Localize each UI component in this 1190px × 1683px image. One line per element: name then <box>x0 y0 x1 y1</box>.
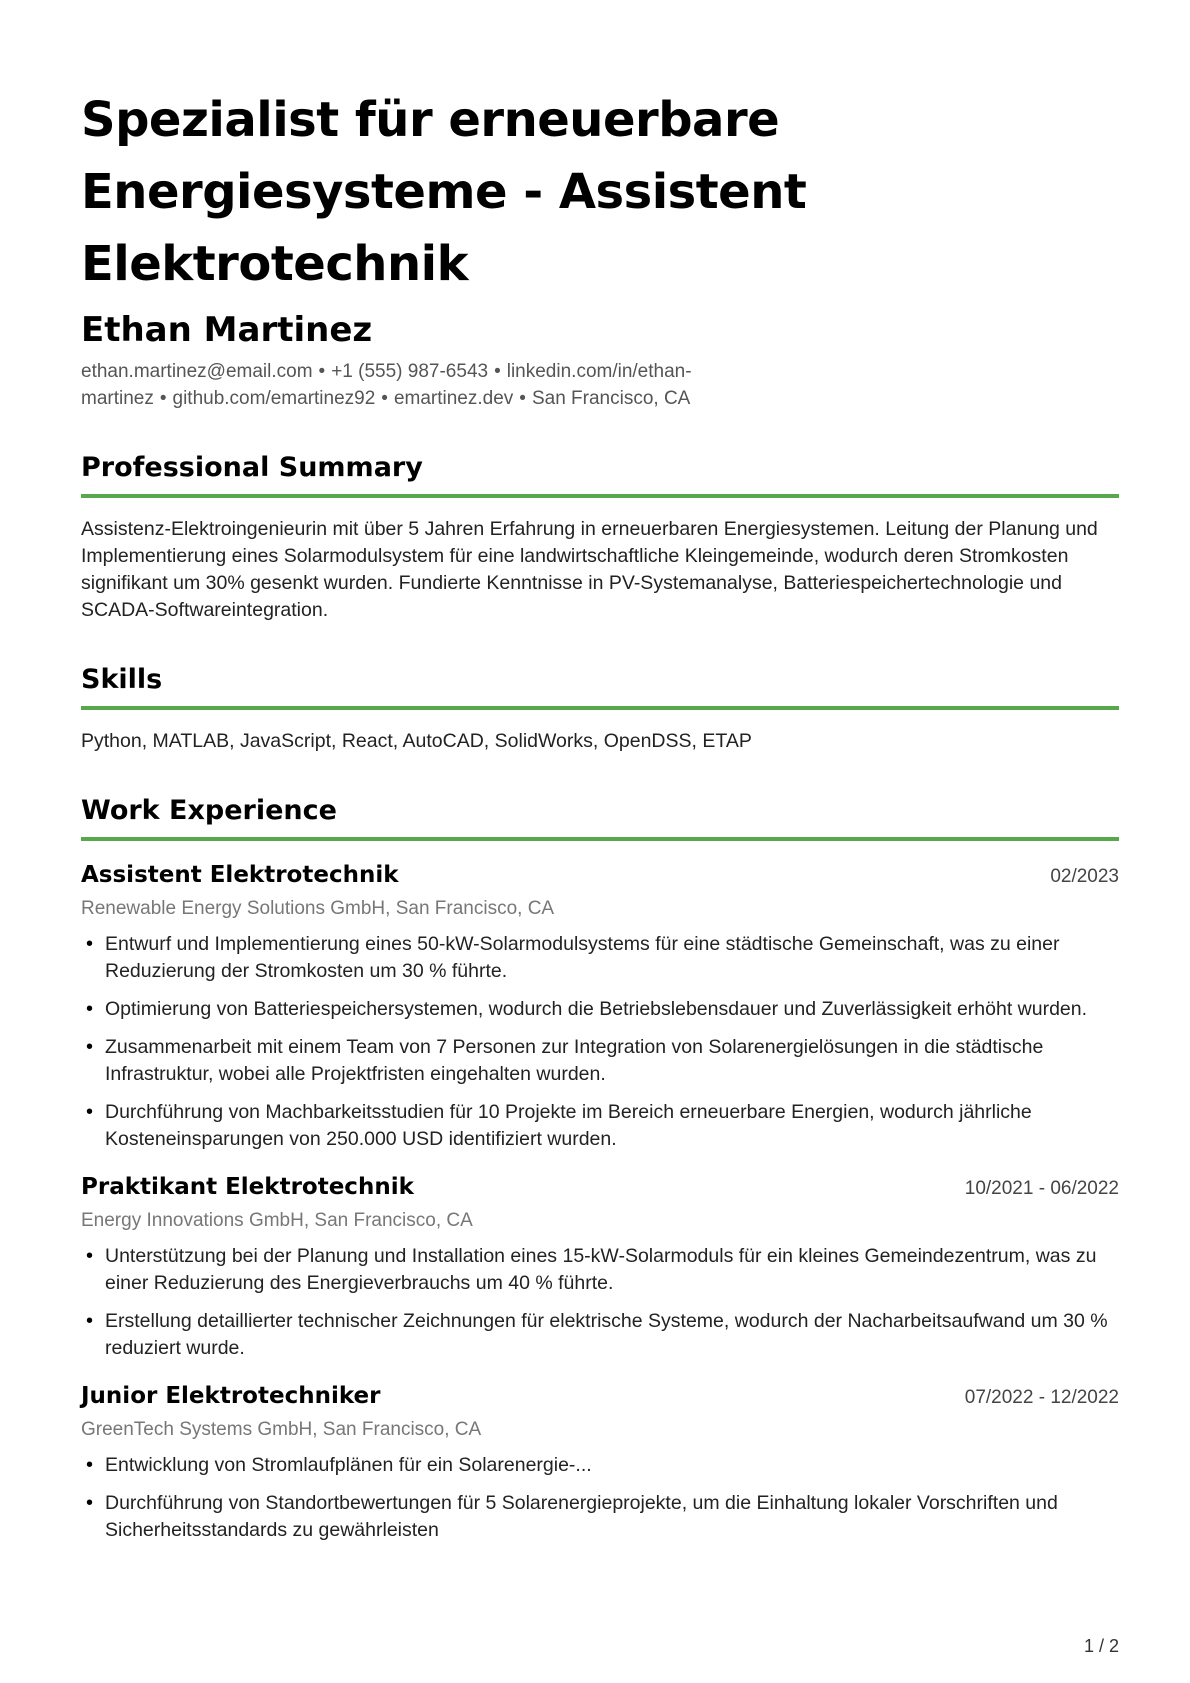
candidate-name: Ethan Martinez <box>81 310 373 350</box>
contact-github[interactable]: github.com/emartinez92 <box>172 388 376 409</box>
job-header <box>81 1380 1119 1412</box>
contact-separator: • <box>381 388 388 409</box>
skills-heading: Skills <box>81 662 1119 710</box>
contact-separator: • <box>159 388 167 409</box>
bullet-item: • Entwicklung von Stromlaufplänen für ein Solarenergie-... <box>81 1452 1119 1479</box>
contact-location: San Francisco, CA <box>531 388 691 409</box>
bullet-item: • Optimierung von Batteriespeichersystemen, wodurch die Betriebslebensdauer und Zuverlässigkeit erhöht wurden. <box>81 996 1119 1023</box>
job-company: Renewable Energy Solutions GmbH, San Francisco, CA <box>81 898 555 919</box>
summary-text: Assistenz-Elektroingenieurin mit über 5 Jahren Erfahrung in erneuerbaren Energiesystemen. Leitung der Planung und Implementierung eines Solarmodulsystem für eine landwirtschaftliche Kleingemeinde, wodurch deren Stromkosten signifikant um 30% gesenkt wurden. Fundierte Kenntnisse in PV-Systemanalyse, Batteriespeichertechnologie und SCADA-Softwareintegration. <box>81 518 1098 621</box>
page-title: Spezialist für erneuerbare Energiesysteme - Assistent Elektrotechnik <box>81 92 807 292</box>
bullet-item: • Durchführung von Standortbewertungen für 5 Solarenergieprojekte, um die Einhaltung lokaler Vorschriften und Sicherheitsstandards zu gewährleisten <box>81 1490 1119 1544</box>
resume-page <box>81 84 1119 1555</box>
skills-text: Python, MATLAB, JavaScript, React, AutoCAD, SolidWorks, OpenDSS, ETAP <box>81 730 752 752</box>
summary-section <box>81 450 1119 624</box>
contact-separator: • <box>494 361 501 382</box>
contact-phone[interactable]: +1 (555) 987-6543 <box>331 361 489 382</box>
job-entry <box>81 859 1119 1153</box>
bullet-item: • Unterstützung bei der Planung und Installation eines 15-kW-Solarmoduls für ein kleines Gemeindezentrum, was zu einer Reduzierung des Energieverbrauchs um 40 % führte. <box>81 1243 1119 1297</box>
job-header <box>81 1171 1119 1203</box>
job-bullets <box>81 931 1119 1153</box>
skills-section <box>81 662 1119 755</box>
contact-website[interactable]: emartinez.dev <box>393 388 514 409</box>
job-entry <box>81 1380 1119 1544</box>
contact-separator: • <box>318 361 326 382</box>
job-entry <box>81 1171 1119 1362</box>
experience-section <box>81 793 1119 1544</box>
job-title: Junior Elektrotechniker <box>81 1383 381 1409</box>
job-date: 02/2023 <box>1050 866 1119 887</box>
bullet-item: • Erstellung detaillierter technischer Zeichnungen für elektrische Systeme, wodurch der Nacharbeitsaufwand um 30 % reduziert wurde. <box>81 1308 1119 1362</box>
summary-heading: Professional Summary <box>81 450 1119 498</box>
bullet-item: • Durchführung von Machbarkeitsstudien für 10 Projekte im Bereich erneuerbare Energien, wodurch jährliche Kosteneinsparungen von 250.000 USD identifiziert wurden. <box>81 1099 1119 1153</box>
job-date: 07/2022 - 12/2022 <box>964 1387 1119 1408</box>
job-company: GreenTech Systems GmbH, San Francisco, CA <box>81 1419 482 1440</box>
job-company: Energy Innovations GmbH, San Francisco, CA <box>81 1210 473 1231</box>
page-number: 1 / 2 <box>1083 1636 1119 1656</box>
contact-line <box>81 358 1119 412</box>
bullet-item: • Entwurf und Implementierung eines 50-kW-Solarmodulsystems für eine städtische Gemeinschaft, was zu einer Reduzierung der Stromkosten um 30 % führte. <box>81 931 1119 985</box>
job-title: Assistent Elektrotechnik <box>81 862 399 888</box>
job-bullets <box>81 1452 1119 1544</box>
contact-linkedin[interactable]: linkedin.com/in/ethan-martinez <box>81 361 692 409</box>
bullet-item: • Zusammenarbeit mit einem Team von 7 Personen zur Integration von Solarenergielösungen in die städtische Infrastruktur, wobei alle Projektfristen eingehalten wurden. <box>81 1034 1119 1088</box>
contact-email[interactable]: ethan.martinez@email.com <box>81 361 313 382</box>
job-header <box>81 859 1119 891</box>
experience-heading: Work Experience <box>81 793 1119 841</box>
job-date: 10/2021 - 06/2022 <box>964 1178 1119 1199</box>
job-title: Praktikant Elektrotechnik <box>81 1174 414 1200</box>
job-bullets <box>81 1243 1119 1362</box>
contact-separator: • <box>519 388 526 409</box>
